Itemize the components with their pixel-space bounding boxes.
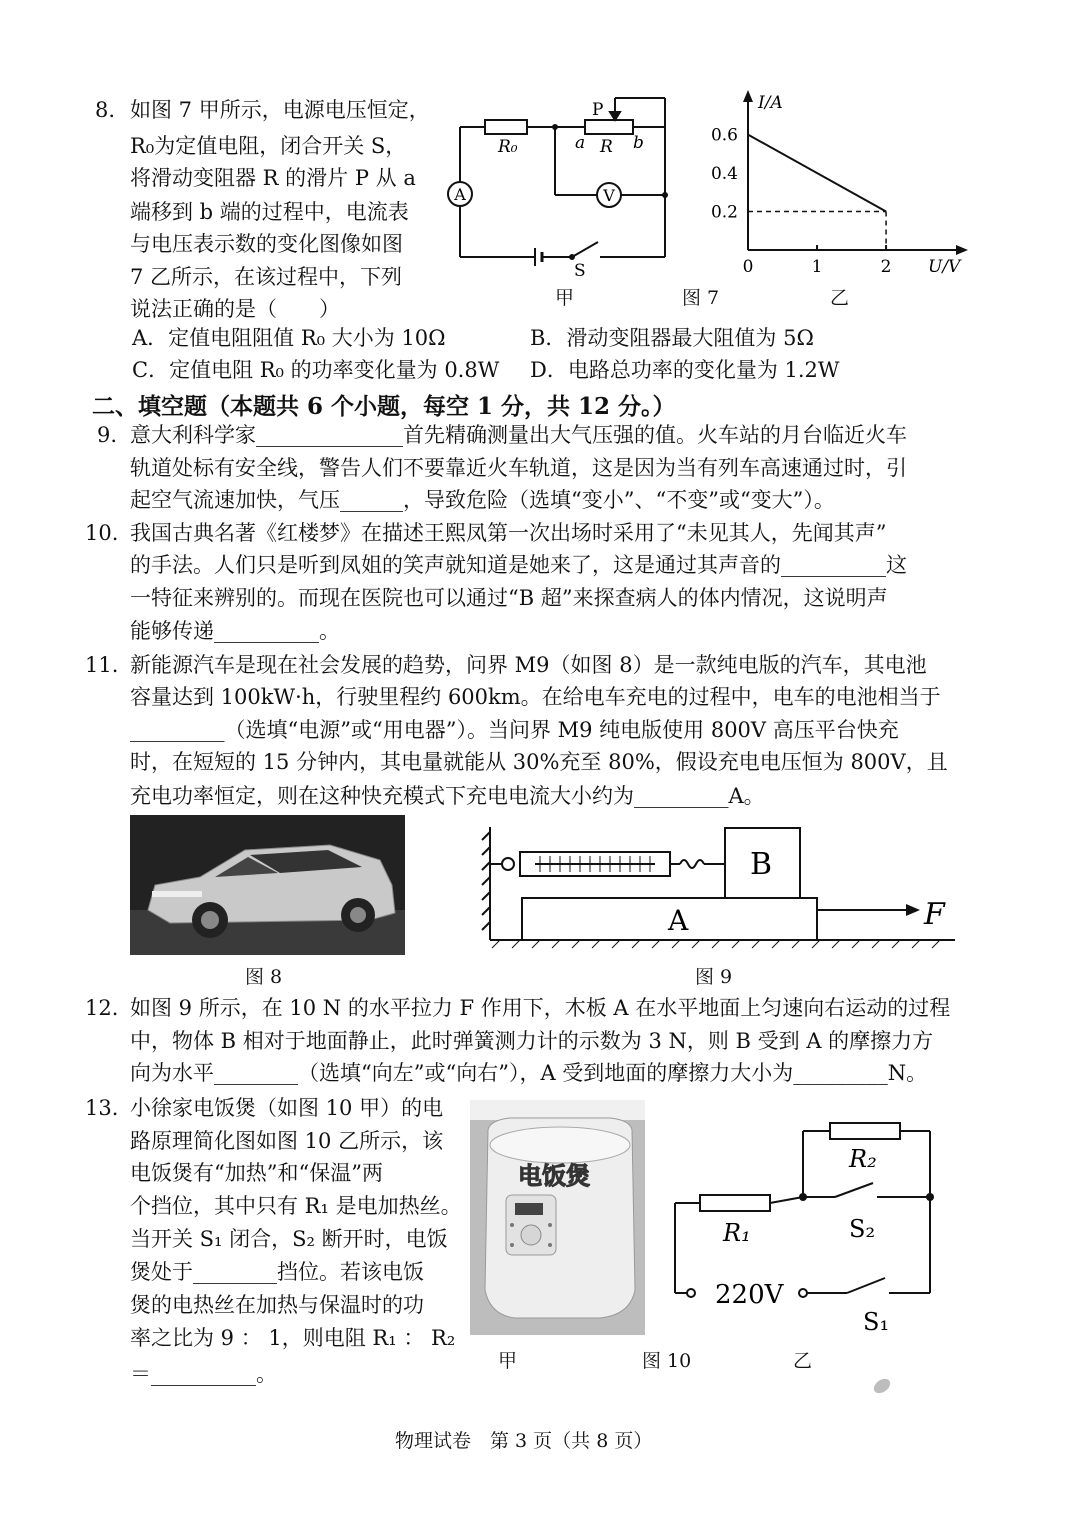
rice-cooker-illustration bbox=[470, 1100, 645, 1335]
page-footer: 物理试卷 第 3 页（共 8 页） bbox=[395, 1430, 653, 1452]
question-text-line: 起空气流速加快，气压______，导致危险（选填“变小”、“不变”或“变大”）。 bbox=[130, 488, 835, 512]
y-axis-arrow bbox=[743, 90, 753, 102]
question-text-line: _________（选填“电源”或“用电器”）。当问界 M9 纯电版使用 800V 高压平台快充 bbox=[130, 718, 899, 742]
question-number: 10. bbox=[85, 521, 119, 545]
question-text-line: 向为水平________（选填“向左”或“向右”），A 受到地面的摩擦力大小为_________N。 bbox=[130, 1061, 928, 1085]
r0-label: R₀ bbox=[498, 137, 518, 157]
series-line bbox=[748, 135, 886, 212]
question-text-line: 端移到 b 端的过程中，电流表 bbox=[130, 200, 409, 224]
ammeter-label: A bbox=[454, 185, 466, 204]
r1-label: R₁ bbox=[723, 1219, 751, 1247]
cooker-label: 电饭煲 bbox=[518, 1161, 590, 1190]
question-text-line: 的手法。人们只是听到凤姐的笑声就知道是她来了，这是通过其声音的__________这 bbox=[130, 553, 907, 577]
y-tick-label: 0.4 bbox=[710, 164, 738, 185]
x-axis-arrow bbox=[956, 245, 968, 255]
circuit-diagram-fig7-jia bbox=[440, 90, 670, 280]
x-tick-label: 0 bbox=[742, 257, 754, 277]
iu-graph-fig7-yi bbox=[700, 86, 980, 286]
fig9-label: 图 9 bbox=[695, 966, 733, 988]
question-text-line: 将滑动变阻器 R 的滑片 P 从 a bbox=[130, 166, 416, 190]
x-tick-label: 2 bbox=[880, 257, 892, 277]
question-text-line: 中，物体 B 相对于地面静止，此时弹簧测力计的示数为 3 N，则 B 受到 A 的摩擦力方 bbox=[130, 1029, 934, 1053]
circuit-diagram-fig10-yi bbox=[665, 1115, 955, 1350]
question-text-line: 个挡位，其中只有 R₁ 是电加热丝。 bbox=[130, 1194, 462, 1218]
switch-label: S bbox=[574, 261, 586, 280]
question-text-line: 7 乙所示，在该过程中，下列 bbox=[130, 265, 403, 289]
fig7-jia-label: 甲 bbox=[555, 287, 575, 309]
graph-axes bbox=[748, 96, 962, 250]
slider-p-label: P bbox=[592, 100, 604, 120]
fig10-jia-label: 甲 bbox=[498, 1350, 518, 1372]
rice-cooker-photo-fig10 bbox=[470, 1100, 645, 1335]
fig7-yi-label: 乙 bbox=[830, 287, 850, 309]
question-text-line: 煲的电热丝在加热与保温时的功 bbox=[130, 1293, 424, 1317]
question-text-line: 容量达到 100kW·h，行驶里程约 600km。在给电车充电的过程中，电车的电池相当于 bbox=[130, 685, 941, 709]
question-text-line: 率之比为 9 ： 1，则电阻 R₁ ： R₂ bbox=[130, 1326, 456, 1350]
s2-label: S₂ bbox=[849, 1215, 876, 1243]
question-text-line: 能够传递__________。 bbox=[130, 619, 340, 643]
question-text-line: 小徐家电饭煲（如图 10 甲）的电 bbox=[130, 1096, 444, 1120]
fig10-label: 图 10 bbox=[642, 1350, 692, 1372]
question-number: 13. bbox=[85, 1096, 119, 1120]
voltage-label: 220V bbox=[715, 1280, 784, 1310]
question-number: 8. bbox=[95, 98, 116, 122]
car-illustration bbox=[130, 815, 405, 955]
voltmeter-label: V bbox=[603, 186, 615, 205]
scan-smudge bbox=[871, 1376, 893, 1396]
terminal-b-label: b bbox=[633, 133, 644, 153]
question-text-line: 时，在短短的 15 分钟内，其电量就能从 30%充至 80%，假设充电电压恒为 800V，且 bbox=[130, 750, 948, 774]
question-text-line: ＝__________。 bbox=[130, 1362, 277, 1386]
block-b-label: B bbox=[750, 847, 773, 882]
r-label: R bbox=[600, 137, 613, 157]
question-number: 12. bbox=[85, 996, 119, 1020]
option-c: C．定值电阻 R₀ 的功率变化量为 0.8W bbox=[132, 358, 500, 382]
question-text-line: 充电功率恒定，则在这种快充模式下充电电流大小约为_________A。 bbox=[130, 784, 765, 808]
question-text-line: 当开关 S₁ 闭合，S₂ 断开时，电饭 bbox=[130, 1227, 448, 1251]
friction-diagram-fig9 bbox=[480, 822, 960, 952]
fig7-label: 图 7 bbox=[682, 287, 720, 309]
question-text-line: 一特征来辨别的。而现在医院也可以通过“B 超”来探查病人的体内情况，这说明声 bbox=[130, 586, 888, 610]
option-a: A．定值电阻阻值 R₀ 大小为 10Ω bbox=[132, 326, 446, 350]
question-text-line: 我国古典名著《红楼梦》在描述王熙凤第一次出场时采用了“未见其人，先闻其声” bbox=[130, 521, 887, 545]
terminal-a-label: a bbox=[575, 133, 586, 153]
question-number: 9. bbox=[97, 423, 118, 447]
r2-label: R₂ bbox=[849, 1145, 877, 1173]
question-text-line: 意大利科学家______________首先精确测量出大气压强的值。火车站的月台临近火车 bbox=[130, 423, 907, 447]
question-text-line: 如图 7 甲所示，电源电压恒定， bbox=[130, 98, 430, 122]
question-text-line: 轨道处标有安全线，警告人们不要靠近火车轨道，这是因为当有列车高速通过时，引 bbox=[130, 456, 907, 480]
fig8-label: 图 8 bbox=[245, 966, 283, 988]
s1-label: S₁ bbox=[863, 1308, 890, 1336]
force-label: F bbox=[924, 897, 945, 932]
car-photo-fig8 bbox=[130, 815, 405, 955]
question-text-line: 电饭煲有“加热”和“保温”两 bbox=[130, 1161, 383, 1185]
option-b: B．滑动变阻器最大阻值为 5Ω bbox=[530, 326, 814, 350]
question-number: 11. bbox=[85, 653, 119, 677]
y-tick-label: 0.2 bbox=[710, 202, 738, 223]
question-text-line: 新能源汽车是现在社会发展的趋势，问界 M9（如图 8）是一款纯电版的汽车，其电池 bbox=[130, 653, 927, 677]
question-text-line: 煲处于________挡位。若该电饭 bbox=[130, 1260, 424, 1284]
y-axis-label: I/A bbox=[758, 93, 783, 113]
section-title: 二、填空题（本题共 6 个小题，每空 1 分，共 12 分。） bbox=[92, 393, 676, 420]
x-axis-label: U/V bbox=[928, 257, 961, 277]
option-d: D．电路总功率的变化量为 1.2W bbox=[530, 358, 840, 382]
question-text-line: 如图 9 所示，在 10 N 的水平拉力 F 作用下，木板 A 在水平地面上匀速向右运动的过程 bbox=[130, 996, 951, 1020]
question-text-line: R₀为定值电阻，闭合开关 S， bbox=[130, 134, 407, 158]
y-tick-label: 0.6 bbox=[710, 125, 738, 146]
fig10-yi-label: 乙 bbox=[793, 1350, 813, 1372]
force-arrow-head bbox=[906, 904, 920, 916]
question-text-line: 与电压表示数的变化图像如图 bbox=[130, 232, 403, 256]
question-text-line: 路原理简化图如图 10 乙所示，该 bbox=[130, 1129, 444, 1153]
x-tick-label: 1 bbox=[811, 257, 823, 277]
board-a-label: A bbox=[668, 904, 689, 937]
question-text-line: 说法正确的是（ ） bbox=[130, 297, 340, 321]
